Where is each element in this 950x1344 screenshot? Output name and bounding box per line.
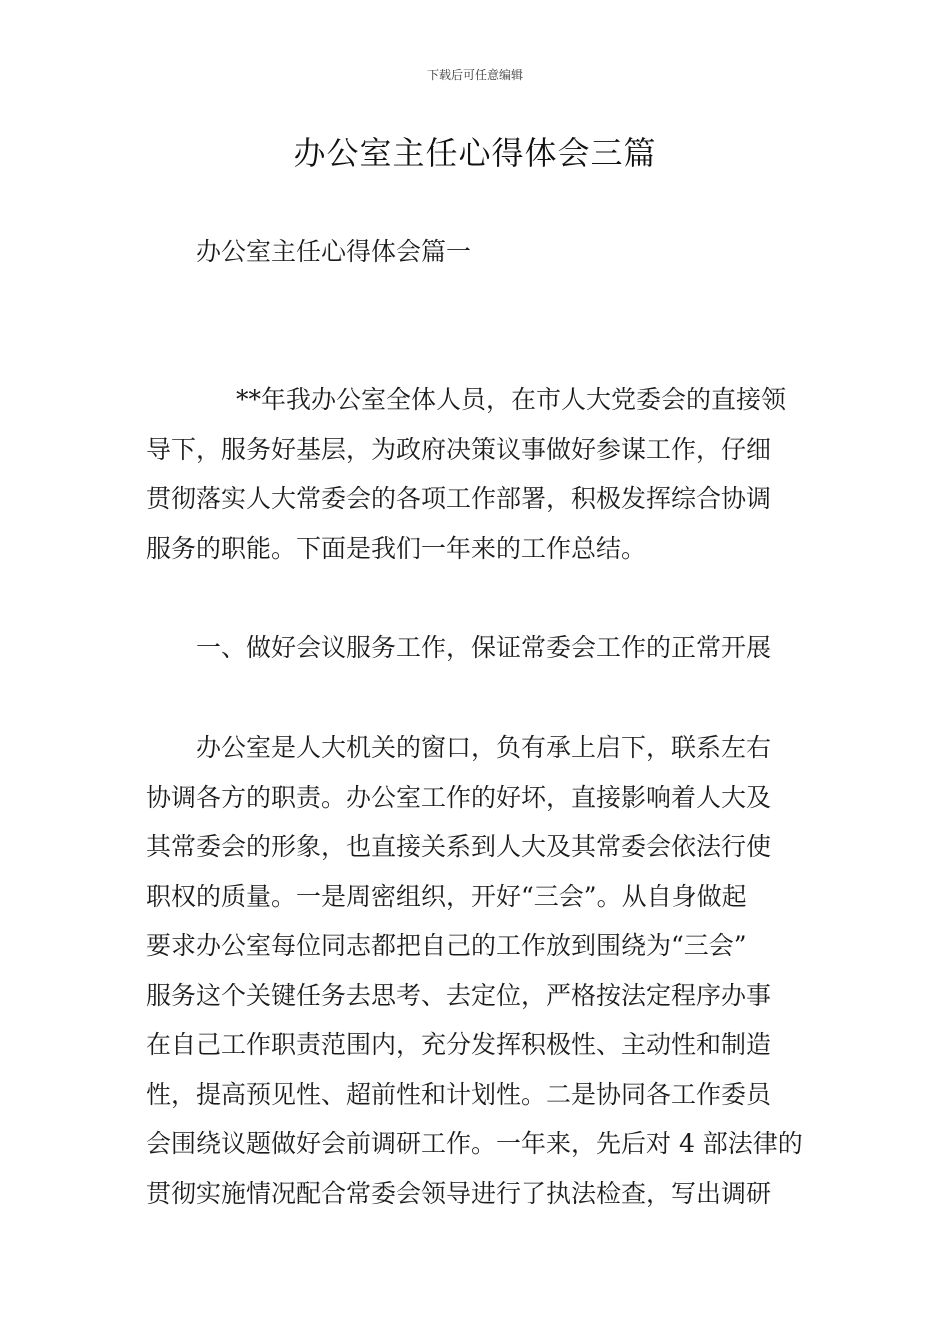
paragraph-2-line: 在自己工作职责范围内，充分发挥积极性、主动性和制造 xyxy=(146,1030,772,1059)
paragraph-2-line: 会围绕议题做好会前调研工作。一年来，先后对 4 部法律的 xyxy=(146,1129,803,1158)
paragraph-1-line: 服务的职能。下面是我们一年来的工作总结。 xyxy=(146,533,647,563)
paragraph-2-line: 服务这个关键任务去思考、去定位，严格按法定程序办事 xyxy=(146,980,772,1010)
paragraph-2 xyxy=(146,723,816,1218)
paragraph-1-line: 导下，服务好基层，为政府决策议事做好参谋工作，仔细 xyxy=(146,434,772,464)
document-subtitle: 办公室主任心得体会篇一 xyxy=(196,237,472,266)
paragraph-2-line: 职权的质量。一是周密组织，开好“三会”。从自身做起 xyxy=(146,881,747,911)
paragraph-1-line: 贯彻落实人大常委会的各项工作部署，积极发挥综合协调 xyxy=(146,484,772,513)
paragraph-1-line: **年我办公室全体人员，在市人大党委会的直接领 xyxy=(236,385,787,414)
section-heading-1: 一、做好会议服务工作，保证常委会工作的正常开展 xyxy=(196,633,772,662)
paragraph-2-line: 要求办公室每位同志都把自己的工作放到围绕为“三会” xyxy=(146,931,747,960)
document-title: 办公室主任心得体会三篇 xyxy=(293,134,657,172)
paragraph-2-line: 办公室是人大机关的窗口，负有承上启下，联系左右 xyxy=(196,733,772,762)
paragraph-2-line: 性，提高预见性、超前性和计划性。二是协同各工作委员 xyxy=(146,1079,772,1109)
header-note: 下载后可任意编辑 xyxy=(426,68,523,82)
paragraph-2-line: 其常委会的形象，也直接关系到人大及其常委会依法行使 xyxy=(146,832,772,861)
paragraph-2-line: 协调各方的职责。办公室工作的好坏，直接影响着人大及 xyxy=(146,782,772,812)
paragraph-2-line: 贯彻实施情况配合常委会领导进行了执法检查，写出调研 xyxy=(146,1178,772,1208)
paragraph-1 xyxy=(146,375,816,573)
